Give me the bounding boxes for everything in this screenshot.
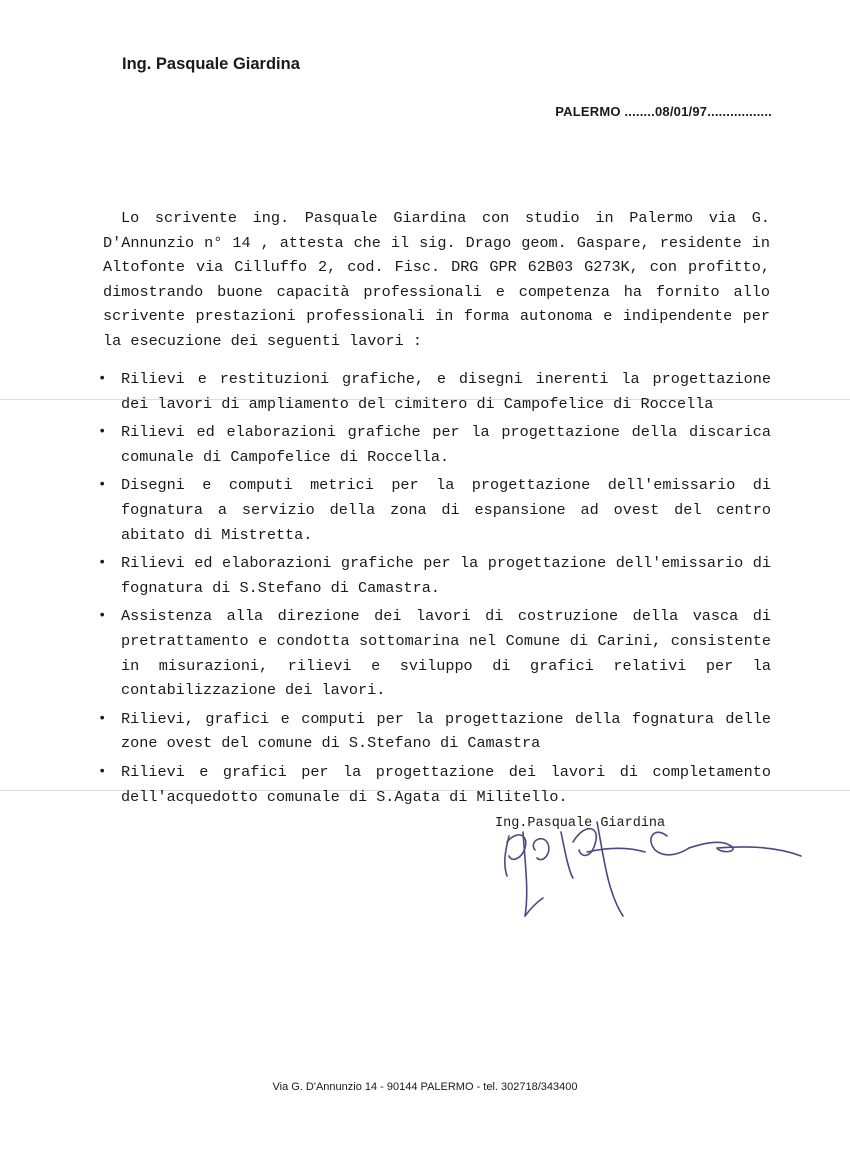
work-item [96, 707, 771, 756]
work-item-text: Rilievi, grafici e computi per la progettazione della fognatura delle zone ovest del comune di S.Stefano di Camastra [121, 709, 771, 753]
bullet-icon: • [98, 371, 107, 387]
work-item [96, 420, 771, 469]
work-item [96, 473, 771, 547]
body-paragraph: Lo scrivente ing. Pasquale Giardina con studio in Palermo via G. D'Annunzio n° 14 , attesta che il sig. Drago geom. Gaspare, residente in Altofonte via Cilluffo 2, cod. Fisc. DRG GPR 62B03 G273K, con profitto, dimostrando buone capacità professionali e competenza ha fornito allo scrivente prestazioni professionali in forma autonoma e indipendente per la esecuzione dei seguenti lavori : [103, 209, 770, 350]
work-item [96, 760, 771, 809]
work-item [96, 367, 771, 416]
work-item-text: Disegni e computi metrici per la progettazione dell'emissario di fognatura a servizio della zona di espansione ad ovest del centro abitato di Mistretta. [121, 476, 771, 544]
letterhead-name: Ing. Pasquale Giardina [122, 55, 300, 73]
bullet-icon: • [98, 608, 107, 625]
bullet-icon: • [98, 477, 107, 494]
work-item-text: Rilievi e grafici per la progettazione dei lavori di completamento dell'acquedotto comunale di S.Agata di Militello. [121, 762, 771, 806]
work-item-text: Assistenza alla direzione dei lavori di costruzione della vasca di pretrattamento e condotta sottomarina nel Comune di Carini, consistente in misurazioni, rilievi e sviluppo di grafici relativi per la contabilizzazione dei lavori. [121, 607, 771, 700]
handwritten-signature [495, 812, 810, 922]
work-item [96, 551, 771, 600]
bullet-icon: • [98, 555, 107, 572]
signature-name: Ing.Pasquale Giardina [495, 816, 666, 831]
bullet-icon: • [98, 424, 107, 441]
footer-address: Via G. D'Annunzio 14 - 90144 PALERMO - tel. 302718/343400 [272, 1081, 578, 1093]
work-item [96, 604, 771, 702]
bullet-icon: • [98, 763, 107, 780]
work-item-text: Rilievi ed elaborazioni grafiche per la progettazione della discarica comunale di Campofelice di Roccella. [121, 423, 771, 466]
works-list [96, 367, 771, 813]
place-date-line: PALERMO ........08/01/97................. [555, 104, 772, 119]
work-item-text: Rilievi e restituzioni grafiche, e disegni inerenti la progettazione dei lavori di ampliamento del cimitero di Campofelice di Roccella [121, 370, 771, 413]
bullet-icon: • [98, 710, 107, 727]
work-item-text: Rilievi ed elaborazioni grafiche per la progettazione dell'emissario di fognatura di S.Stefano di Camastra. [121, 554, 771, 597]
